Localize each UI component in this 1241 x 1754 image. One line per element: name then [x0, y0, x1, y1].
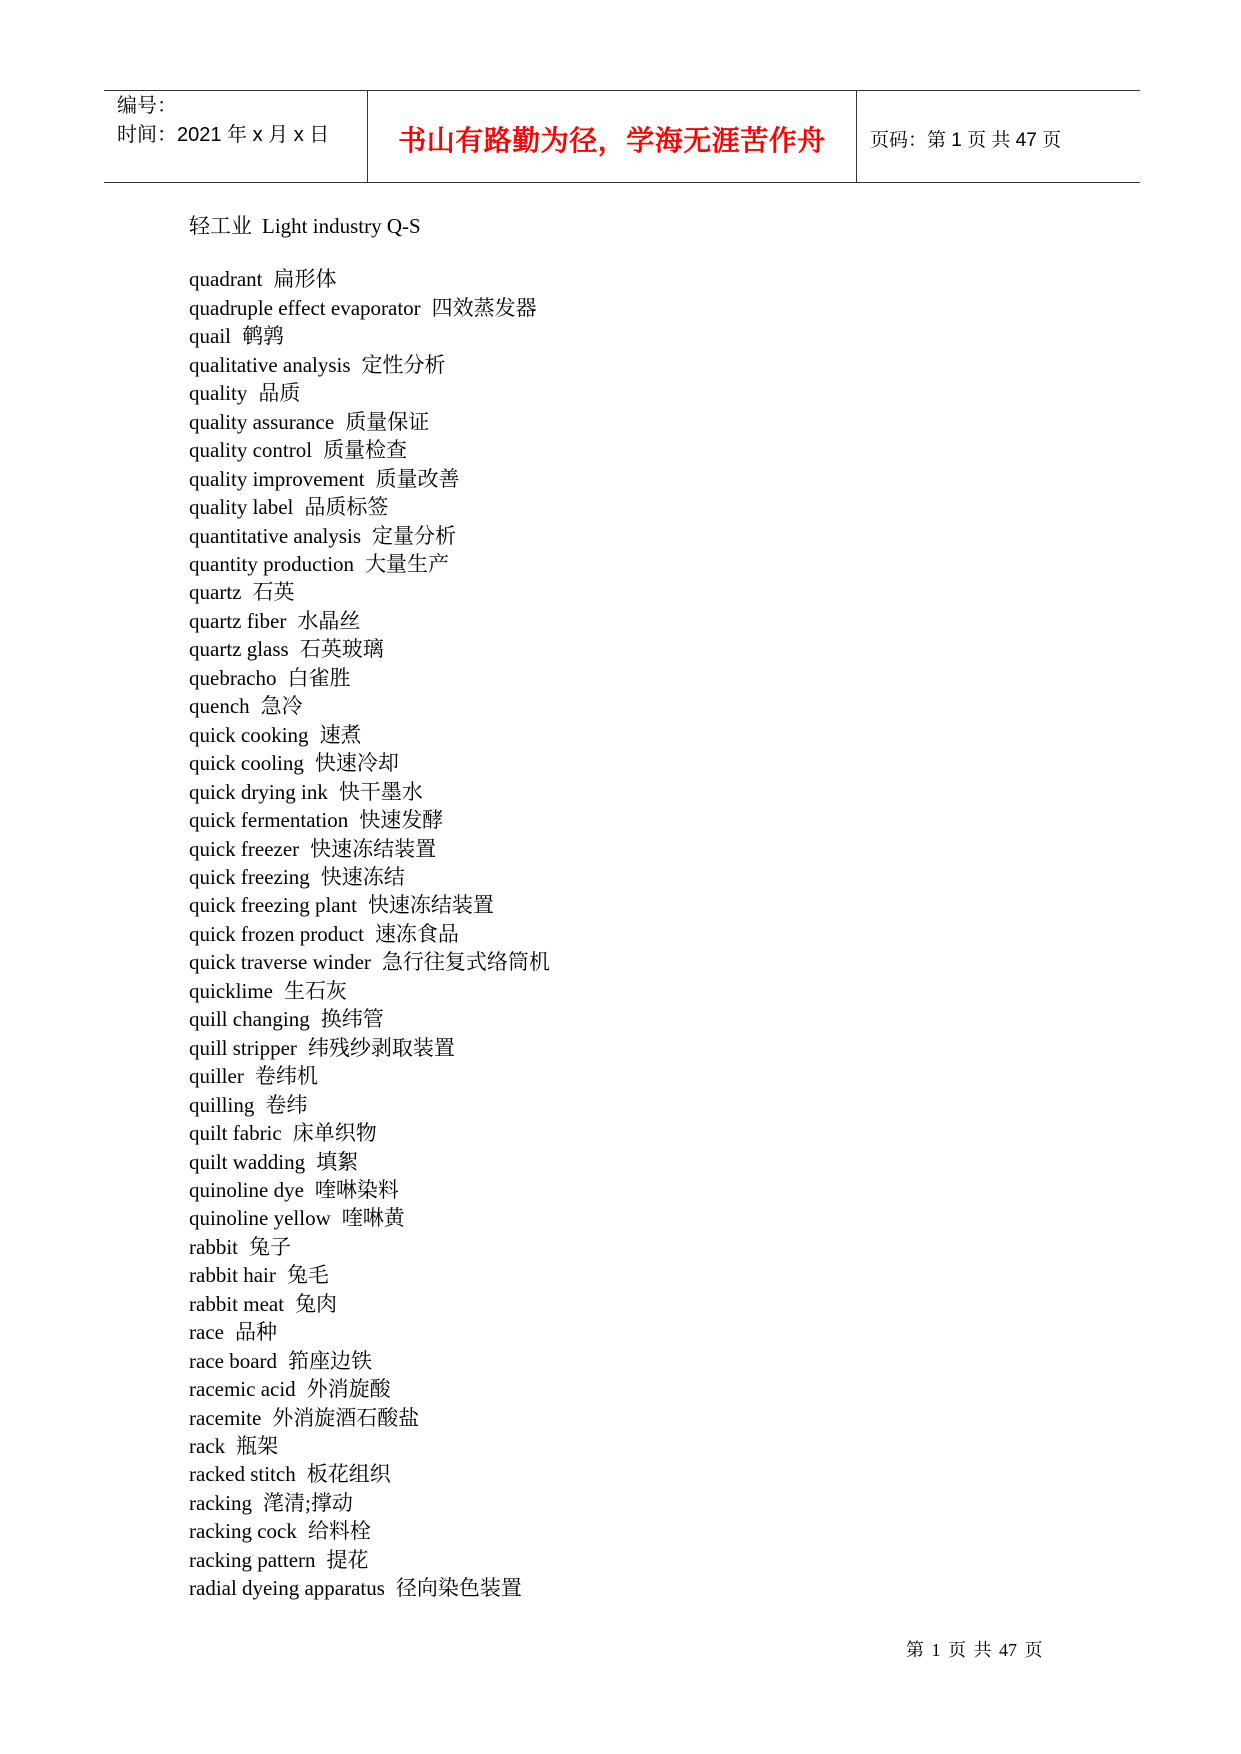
glossary-entry	[189, 607, 1089, 635]
glossary-entry	[189, 265, 1089, 293]
entry-term-en: quick freezing	[189, 864, 310, 889]
entry-term-en: race board	[189, 1348, 278, 1373]
document-header	[104, 90, 1140, 183]
entry-term-zh: 兔肉	[295, 1291, 338, 1316]
entry-term-zh: 品质标签	[304, 495, 389, 520]
glossary-entry	[189, 1375, 1089, 1403]
entry-term-en: quartz	[189, 580, 242, 605]
glossary-entry	[189, 578, 1089, 606]
glossary-entry	[189, 1460, 1089, 1488]
glossary-entry	[189, 1091, 1089, 1119]
entry-term-zh: 急冷	[260, 694, 303, 719]
serial-number-label: 编号：	[117, 95, 177, 117]
glossary-entry	[189, 749, 1089, 777]
entry-term-zh: 外消旋酸	[306, 1377, 391, 1402]
glossary-entry	[189, 1318, 1089, 1346]
entry-term-en: quick cooking	[189, 722, 309, 747]
entry-term-zh: 纬残纱剥取装置	[307, 1035, 455, 1060]
glossary-entry	[189, 1119, 1089, 1147]
glossary-entry	[189, 522, 1089, 550]
time-label: 时间：2021 年 x 月 x 日	[117, 124, 330, 146]
entry-term-zh: 填絮	[316, 1149, 359, 1174]
page-number-label: 页码：第 1 页 共 47 页	[870, 130, 1062, 151]
entry-term-zh: 兔子	[248, 1234, 291, 1259]
entry-term-en: quick traverse winder	[189, 950, 371, 975]
glossary-entry	[189, 1261, 1089, 1289]
entry-term-en: quick frozen product	[189, 921, 364, 946]
entry-term-zh: 喹啉黄	[341, 1206, 405, 1231]
entry-term-zh: 速冻食品	[374, 921, 459, 946]
entry-term-en: quick freezer	[189, 836, 300, 861]
entry-term-en: quality	[189, 381, 248, 406]
glossary-entry	[189, 1034, 1089, 1062]
entry-term-en: quality control	[189, 438, 313, 463]
entry-term-en: quadruple effect evaporator	[189, 295, 421, 320]
glossary-entry	[189, 778, 1089, 806]
glossary-body	[189, 212, 1089, 1603]
entry-term-zh: 品质	[258, 381, 301, 406]
entry-term-en: racked stitch	[189, 1462, 296, 1487]
entry-term-zh: 兔毛	[286, 1263, 329, 1288]
entry-term-zh: 喹啉染料	[314, 1177, 399, 1202]
entry-term-en: racking pattern	[189, 1547, 316, 1572]
entry-term-en: quill stripper	[189, 1035, 297, 1060]
entry-term-en: radial dyeing apparatus	[189, 1576, 385, 1601]
entry-term-en: quantity production	[189, 551, 355, 576]
glossary-entry	[189, 408, 1089, 436]
entry-term-zh: 石英玻璃	[299, 637, 384, 662]
entry-term-en: quebracho	[189, 665, 277, 690]
glossary-entry	[189, 1517, 1089, 1545]
entry-term-zh: 快干墨水	[338, 779, 423, 804]
entry-term-en: quicklime	[189, 978, 273, 1003]
glossary-entry	[189, 1574, 1089, 1602]
glossary-entry	[189, 1347, 1089, 1375]
entry-term-zh: 快速冻结装置	[310, 836, 437, 861]
entry-term-zh: 快速发酵	[359, 808, 444, 833]
glossary-entry	[189, 1489, 1089, 1517]
entry-term-en: quick drying ink	[189, 779, 328, 804]
entry-term-zh: 石英	[252, 580, 295, 605]
glossary-entry	[189, 920, 1089, 948]
entry-term-en: quail	[189, 324, 231, 349]
entry-term-en: quality label	[189, 495, 294, 520]
glossary-entry	[189, 294, 1089, 322]
entry-term-zh: 换纬管	[320, 1007, 384, 1032]
entry-term-en: quench	[189, 694, 250, 719]
entry-term-en: quality improvement	[189, 466, 365, 491]
entry-term-zh: 卷纬机	[254, 1064, 318, 1089]
entry-term-en: quantitative analysis	[189, 523, 362, 548]
entry-term-en: rabbit	[189, 1234, 238, 1259]
glossary-entry	[189, 664, 1089, 692]
page-footer: 第 1 页 共 47 页	[906, 1640, 1043, 1660]
entry-term-en: quilt wadding	[189, 1149, 306, 1174]
entry-term-en: racking cock	[189, 1519, 297, 1544]
glossary-entry	[189, 1062, 1089, 1090]
page-title-en: Light industry Q-S	[262, 214, 421, 238]
entry-term-en: rabbit hair	[189, 1263, 276, 1288]
entry-term-zh: 定量分析	[372, 523, 457, 548]
entry-term-zh: 鹌鹑	[242, 324, 284, 349]
glossary-entry	[189, 1005, 1089, 1033]
glossary-entry	[189, 835, 1089, 863]
glossary-entry	[189, 977, 1089, 1005]
entry-term-en: qualitative analysis	[189, 352, 351, 377]
glossary-entry	[189, 1233, 1089, 1261]
entry-term-zh: 径向染色装置	[395, 1576, 522, 1601]
entry-term-en: quartz glass	[189, 637, 289, 662]
glossary-entry	[189, 721, 1089, 749]
entry-term-en: quartz fiber	[189, 608, 287, 633]
page-title	[189, 212, 1089, 240]
entry-term-en: rabbit meat	[189, 1291, 285, 1316]
entry-term-zh: 快速冷却	[314, 751, 399, 776]
glossary-entry	[189, 1432, 1089, 1460]
glossary-entry	[189, 1546, 1089, 1574]
entry-term-en: quinoline dye	[189, 1177, 304, 1202]
entry-term-zh: 滗清;撑动	[262, 1490, 353, 1515]
glossary-entry	[189, 322, 1089, 350]
entry-term-en: rack	[189, 1434, 226, 1459]
entry-term-zh: 快速冻结	[320, 864, 405, 889]
entry-term-zh: 快速冻结装置	[367, 893, 494, 918]
glossary-entry	[189, 1176, 1089, 1204]
glossary-entry	[189, 1148, 1089, 1176]
entry-term-zh: 白雀胜	[287, 665, 351, 690]
entry-term-zh: 质量检查	[323, 438, 408, 463]
entry-term-en: quilling	[189, 1092, 255, 1117]
entry-term-en: quick freezing plant	[189, 893, 357, 918]
glossary-entry	[189, 351, 1089, 379]
entry-term-en: racking	[189, 1490, 252, 1515]
entry-term-zh: 定性分析	[361, 352, 446, 377]
entry-term-en: quality assurance	[189, 409, 335, 434]
glossary-entry	[189, 550, 1089, 578]
glossary-entry	[189, 436, 1089, 464]
glossary-entry	[189, 1404, 1089, 1432]
entry-term-zh: 提花	[326, 1547, 369, 1572]
entry-term-zh: 水晶丝	[297, 608, 361, 633]
entry-term-zh: 床单织物	[292, 1121, 377, 1146]
entry-term-en: quadrant	[189, 267, 263, 292]
entry-term-zh: 瓶架	[236, 1434, 279, 1459]
glossary-list	[189, 265, 1089, 1602]
glossary-entry	[189, 1204, 1089, 1232]
entry-term-zh: 品种	[234, 1320, 277, 1345]
header-motto-cell	[368, 91, 857, 182]
glossary-entry	[189, 379, 1089, 407]
glossary-entry	[189, 891, 1089, 919]
header-info-cell	[104, 91, 368, 182]
entry-term-zh: 大量生产	[365, 551, 450, 576]
entry-term-en: quinoline yellow	[189, 1206, 331, 1231]
entry-term-zh: 急行往复式络筒机	[381, 950, 550, 975]
glossary-entry	[189, 493, 1089, 521]
entry-term-zh: 质量保证	[345, 409, 430, 434]
entry-term-zh: 外消旋酒石酸盐	[272, 1405, 420, 1430]
glossary-entry	[189, 692, 1089, 720]
header-page-cell	[857, 91, 1140, 182]
entry-term-zh: 筘座边铁	[288, 1348, 373, 1373]
entry-term-en: race	[189, 1320, 224, 1345]
entry-term-en: quick fermentation	[189, 808, 349, 833]
glossary-entry	[189, 863, 1089, 891]
glossary-entry	[189, 465, 1089, 493]
entry-term-zh: 给料栓	[307, 1519, 371, 1544]
entry-term-zh: 质量改善	[375, 466, 460, 491]
glossary-entry	[189, 806, 1089, 834]
entry-term-zh: 扁形体	[273, 267, 337, 292]
entry-term-zh: 卷纬	[265, 1092, 308, 1117]
entry-term-en: racemite	[189, 1405, 262, 1430]
glossary-entry	[189, 635, 1089, 663]
entry-term-en: racemic acid	[189, 1377, 296, 1402]
motto-text: 书山有路勤为径，学海无涯苦作舟	[398, 123, 826, 157]
page-title-zh: 轻工业	[189, 214, 252, 238]
entry-term-zh: 板花组织	[306, 1462, 391, 1487]
entry-term-en: quick cooling	[189, 751, 304, 776]
glossary-entry	[189, 948, 1089, 976]
entry-term-en: quill changing	[189, 1007, 310, 1032]
entry-term-zh: 速煮	[319, 722, 362, 747]
entry-term-en: quiller	[189, 1064, 244, 1089]
glossary-entry	[189, 1290, 1089, 1318]
entry-term-zh: 四效蒸发器	[431, 295, 537, 320]
entry-term-zh: 生石灰	[283, 978, 347, 1003]
entry-term-en: quilt fabric	[189, 1121, 282, 1146]
